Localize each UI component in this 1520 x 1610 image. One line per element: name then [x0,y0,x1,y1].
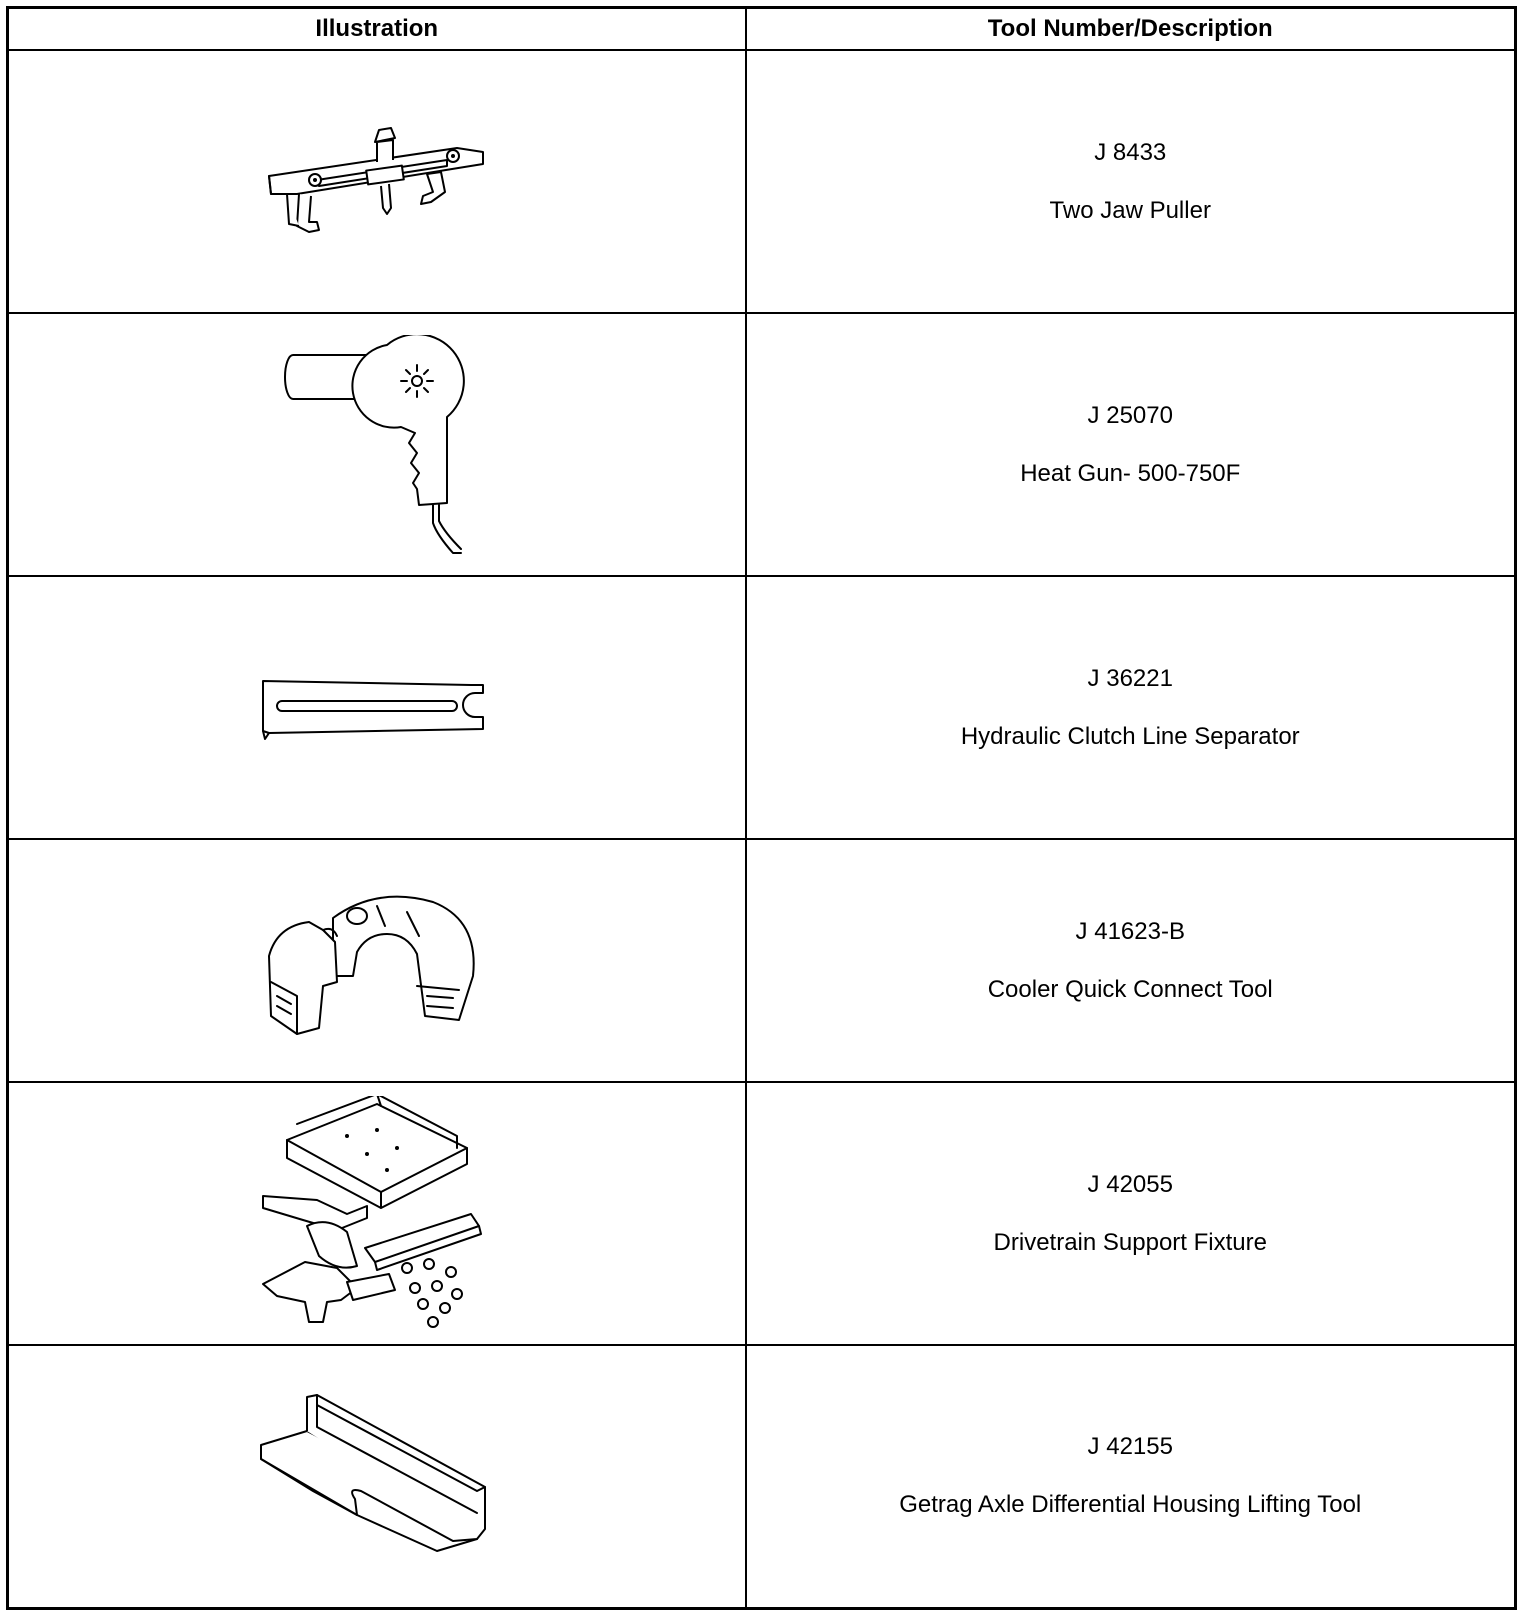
tool-description: Heat Gun- 500-750F [1020,459,1241,487]
table-row [8,313,1516,576]
illustration-cell [8,1345,746,1608]
header-illustration: Illustration [8,8,746,51]
illustration-cell [8,313,746,576]
special-tools-table [6,6,1517,1610]
illustration-cell [8,839,746,1082]
illustration-cell [8,576,746,839]
quick-connect-tool-icon [257,886,497,1036]
tool-number: J 8433 [1094,138,1167,166]
illustration-cell [8,50,746,313]
support-fixture-icon [257,1096,497,1332]
tool-number: J 25070 [1087,401,1173,429]
two-jaw-puller-icon [257,122,497,242]
lifting-tool-icon [257,1391,497,1561]
table-row [8,576,1516,839]
tool-description: Two Jaw Puller [1049,196,1211,224]
tool-description: Hydraulic Clutch Line Separator [960,722,1300,750]
heat-gun-icon [277,335,477,555]
illustration-cell [8,1082,746,1345]
description-cell [746,50,1516,313]
tool-number: J 41623-B [1075,917,1185,945]
description-cell [746,839,1516,1082]
table-header-row [8,8,1516,51]
table-row [8,1345,1516,1608]
tool-description: Getrag Axle Differential Housing Lifting Tool [899,1491,1362,1519]
description-cell [746,576,1516,839]
table-row [8,50,1516,313]
table-row [8,1082,1516,1345]
tool-description: Cooler Quick Connect Tool [987,975,1273,1003]
description-cell [746,1082,1516,1345]
tool-description: Drivetrain Support Fixture [993,1228,1267,1256]
header-tool-description: Tool Number/Description [746,8,1516,51]
description-cell [746,313,1516,576]
tool-number: J 42055 [1087,1170,1173,1198]
tool-number: J 36221 [1087,664,1173,692]
description-cell [746,1345,1516,1608]
tool-number: J 42155 [1087,1433,1173,1461]
clutch-line-separator-icon [257,673,497,743]
table-row [8,839,1516,1082]
